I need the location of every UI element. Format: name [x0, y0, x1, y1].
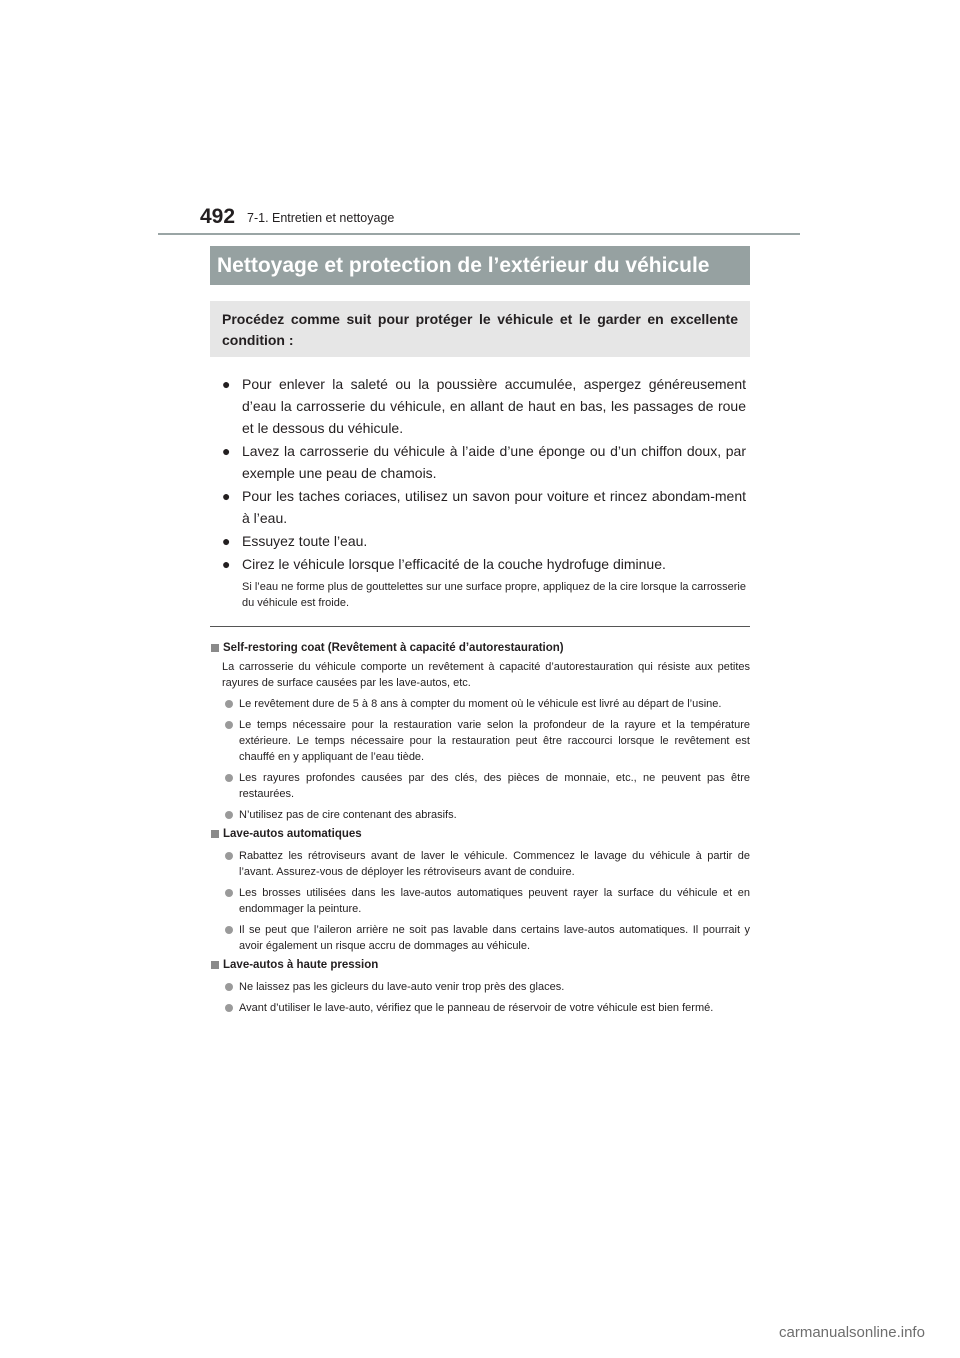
note-item-text: N’utilisez pas de cire contenant des abrasifs.: [239, 809, 457, 821]
note-heading: [211, 640, 750, 657]
bullet-icon: ●: [222, 556, 231, 572]
list-item: [222, 485, 746, 529]
page-number: 492: [200, 205, 236, 228]
page-title: Nettoyage et protection de l’extérieur du véhicule: [210, 246, 750, 285]
list-item-text: Lavez la carrosserie du véhicule à l’aide d’une éponge ou d’un chiffon doux, par exemple une peau de chamois.: [242, 443, 746, 481]
note-item: [211, 885, 750, 917]
note-item: [211, 717, 750, 765]
section-label: 7-1. Entretien et nettoyage: [247, 211, 395, 225]
note-item-text: Le temps nécessaire pour la restauration varie selon la profondeur de la rayure et la température extérieure. Le temps nécessaire pour la restauration peut être raccourci lorsque le revêtement est chauffé en y appliquant de l’eau tiède.: [239, 719, 750, 763]
note-item: [211, 696, 750, 712]
note-item: [211, 979, 750, 995]
note-item-text: Rabattez les rétroviseurs avant de laver le véhicule. Commencez le lavage du véhicule à partir de l’avant. Assurez-vous de déployer les rétroviseurs avant de conduire.: [239, 850, 750, 878]
note-item-text: Avant d’utiliser le lave-auto, vérifiez que le panneau de réservoir de votre véhicule est bien fermé.: [239, 1002, 714, 1014]
circle-bullet-icon: [225, 889, 233, 897]
bullet-icon: ●: [222, 376, 231, 392]
note-item: [211, 770, 750, 802]
note-item: [211, 848, 750, 880]
note-item-text: Le revêtement dure de 5 à 8 ans à compter du moment où le véhicule est livré au départ de l’usine.: [239, 698, 722, 710]
square-bullet-icon: [211, 830, 219, 838]
intro-box: Procédez comme suit pour protéger le véhicule et le garder en excellente condition :: [210, 301, 750, 357]
note-item-text: Il se peut que l’aileron arrière ne soit pas lavable dans certains lave-autos automatiques. Il pourrait y avoir également un risque accru de dommages au véhicule.: [239, 924, 750, 952]
square-bullet-icon: [211, 644, 219, 652]
main-list: [222, 373, 746, 611]
circle-bullet-icon: [225, 1004, 233, 1012]
square-bullet-icon: [211, 961, 219, 969]
list-item-text: Pour les taches coriaces, utilisez un savon pour voiture et rincez abondam-ment à l’eau.: [242, 488, 746, 526]
list-item-text: Cirez le véhicule lorsque l’efficacité de la couche hydrofuge diminue.: [242, 556, 666, 572]
note-heading: [211, 957, 750, 974]
circle-bullet-icon: [225, 852, 233, 860]
list-item: [222, 440, 746, 484]
bullet-icon: ●: [222, 443, 231, 459]
note-item-text: Les rayures profondes causées par des clés, des pièces de monnaie, etc., ne peuvent pas être restaurées.: [239, 772, 750, 800]
notes-section: [211, 637, 750, 1016]
list-item-text: Pour enlever la saleté ou la poussière accumulée, aspergez généreusement d’eau la carrosserie du véhicule, en allant de haut en bas, les passages de roue et le dessous du véhicule.: [242, 376, 746, 436]
list-item: [222, 373, 746, 439]
note-text: La carrosserie du véhicule comporte un revêtement à capacité d’autorestauration qui résiste aux petites rayures de surface causées par les lave-autos, etc.: [222, 661, 750, 689]
note-heading-text: Lave-autos automatiques: [223, 828, 362, 840]
note-item: [211, 922, 750, 954]
note-heading: [211, 826, 750, 843]
circle-bullet-icon: [225, 926, 233, 934]
notes-divider: [210, 626, 750, 627]
bullet-icon: ●: [222, 488, 231, 504]
watermark[interactable]: carmanualsonline.info: [779, 1324, 925, 1341]
circle-bullet-icon: [225, 721, 233, 729]
note-item-text: Les brosses utilisées dans les lave-autos automatiques peuvent rayer la surface du véhicule et en endommager la peinture.: [239, 887, 750, 915]
header-rule: [158, 233, 800, 235]
wax-note: Si l’eau ne forme plus de gouttelettes sur une surface propre, appliquez de la cire lorsque la carrosserie du véhicule est froide.: [242, 581, 746, 609]
circle-bullet-icon: [225, 983, 233, 991]
note-item: [211, 1000, 750, 1016]
circle-bullet-icon: [225, 811, 233, 819]
bullet-icon: ●: [222, 533, 231, 549]
note-item-text: Ne laissez pas les gicleurs du lave-auto venir trop près des glaces.: [239, 981, 565, 993]
circle-bullet-icon: [225, 774, 233, 782]
list-item: [222, 553, 746, 575]
note-heading-text: Lave-autos à haute pression: [223, 959, 379, 971]
note-heading-text: Self-restoring coat (Revêtement à capacité d’autorestauration): [223, 642, 564, 654]
list-item: [222, 530, 746, 552]
circle-bullet-icon: [225, 700, 233, 708]
list-item-text: Essuyez toute l’eau.: [242, 533, 368, 549]
note-item: [211, 807, 750, 823]
